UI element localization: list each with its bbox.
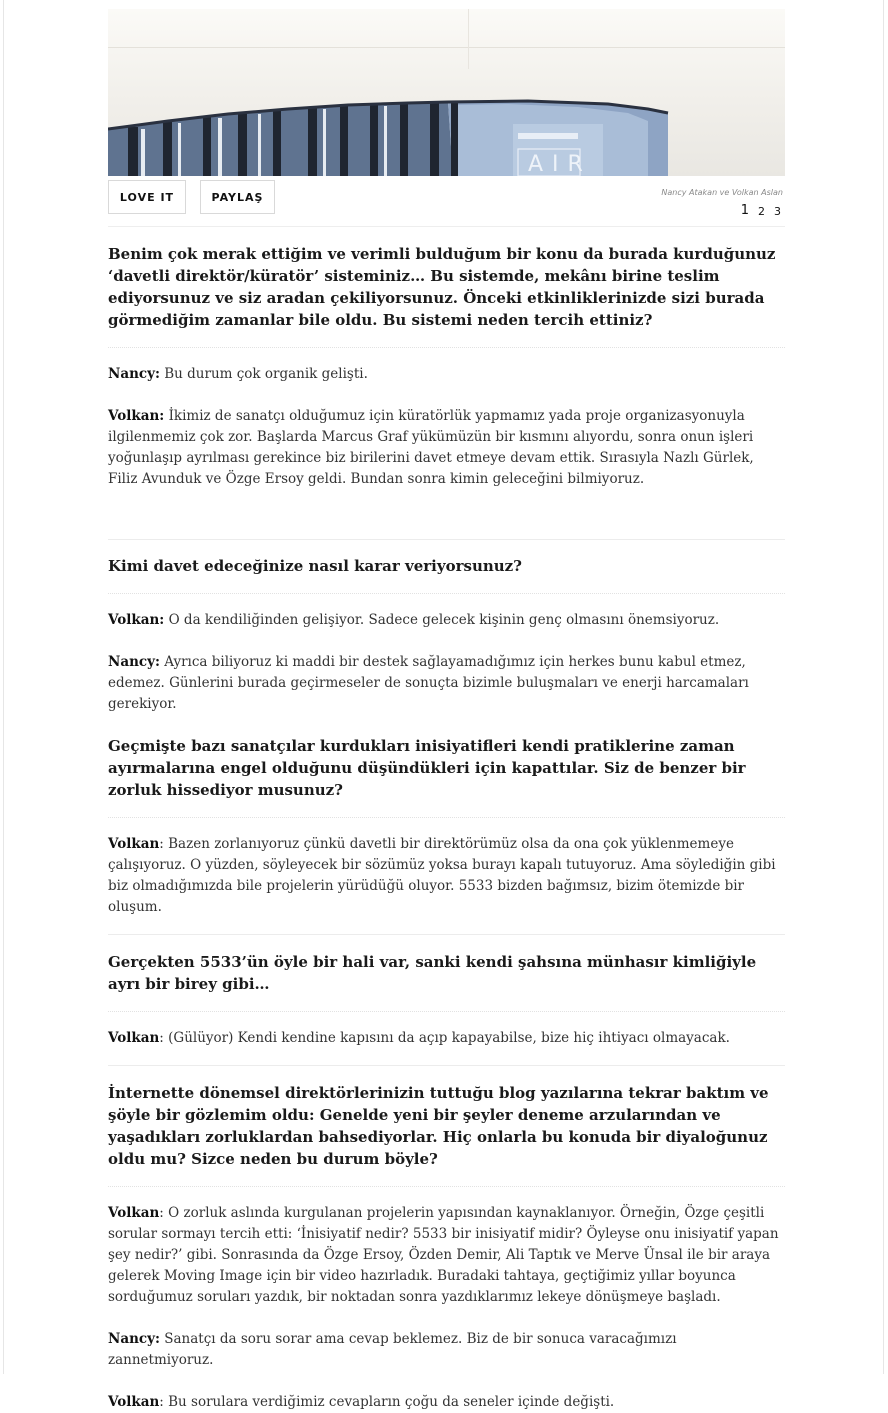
speaker-name: Nancy:	[108, 654, 160, 670]
answer-text: : O zorluk aslında kurgulanan projelerin yapısından kaynaklanıyor. Örneğin, Özge çeşitli sorular sormayı tercih etti: ‘İnisiyatif nedir? 5533 bir inisiyatif midir? Öyleyse onu inisiyatif yapan şey nedir?’ gibi. Sonrasında da Özge Ersoy, Özden Demir, Ali Taptık ve Merve Ünsal ile bir araya gelerek Moving Image için bir video hazırladık. Buradaki tahtaya, geçtiğimiz yıllar boyunca sorduğumuz soruları yazdık, bir noktadan sonra yazdıklarımız lekeye dönüşmeye başladı.	[108, 1205, 779, 1305]
action-bar	[108, 180, 785, 226]
speaker-name: Volkan	[108, 1205, 160, 1221]
question: Kimi davet edeceğinize nasıl karar veriyorsunuz?	[108, 557, 522, 575]
answer-paragraph	[108, 1028, 785, 1049]
article-content	[108, 0, 785, 1413]
photo-caption: Nancy Atakan ve Volkan Aslan	[661, 188, 783, 197]
answer-text: : (Gülüyor) Kendi kendine kapısını da açıp kapayabilse, bize hiç ihtiyacı olmayacak.	[159, 1030, 730, 1046]
speaker-name: Volkan	[108, 1030, 160, 1046]
answer-paragraph	[108, 1329, 785, 1371]
answer-paragraph	[108, 652, 785, 715]
answer-text: Sanatçı da soru sorar ama cevap beklemez. Biz de bir sonuca varacağımızı zannetmiyoruz.	[108, 1331, 677, 1368]
answer-paragraph	[108, 610, 785, 631]
speaker-name: Volkan	[108, 1394, 160, 1410]
answer-text: O da kendiliğinden gelişiyor. Sadece gelecek kişinin genç olmasını önemsiyoruz.	[164, 612, 720, 628]
book-cover-text: AIR	[528, 152, 592, 176]
pager-item-2[interactable]: 2	[758, 205, 765, 218]
page-frame	[3, 0, 884, 1410]
answer-text: : Bu sorulara verdiğimiz cevapların çoğu da seneler içinde değişti.	[159, 1394, 615, 1410]
speaker-name: Volkan	[108, 836, 160, 852]
answer-paragraph	[108, 364, 785, 385]
hero-photo	[108, 9, 785, 176]
books-illustration	[108, 9, 785, 176]
question: Gerçekten 5533’ün öyle bir hali var, sanki kendi şahsına münhasır kimliğiyle ayrı bir birey gibi…	[108, 953, 757, 993]
pager-item-3[interactable]: 3	[774, 205, 781, 218]
answer-paragraph	[108, 834, 785, 918]
question: İnternette dönemsel direktörlerinizin tuttuğu blog yazılarına tekrar baktım ve şöyle bir gözlemim oldu: Genelde yeni bir şeyler deneme arzularından ve yaşadıkları zorluklardan bahsediyorlar. Hiç onlarla bu konuda bir diyaloğunuz oldu mu? Sizce neden bu durum böyle?	[108, 1084, 769, 1168]
answer-text: : Bazen zorlanıyoruz çünkü davetli bir direktörümüz olsa da ona çok yüklenmemeye çalışıyoruz. O yüzden, söyleyecek bir sözümüz yoksa burayı kapalı tutuyoruz. Ama söylediğin gibi biz olmadığımızda bile projelerin yürüdüğü oluyor. 5533 bizden bağımsız, bizim ötemizde bir oluşum.	[108, 836, 776, 915]
answer-paragraph	[108, 1203, 785, 1308]
speaker-name: Volkan:	[108, 408, 165, 424]
speaker-name: Volkan:	[108, 612, 165, 628]
share-button[interactable]: PAYLAŞ	[200, 180, 275, 214]
answer-text: Ayrıca biliyoruz ki maddi bir destek sağlayamadığımız için herkes bunu kabul etmez, edemez. Günlerini burada geçirmeseler de sonuçta bizimle buluşmaları ve enerji harcamaları gerekiyor.	[108, 654, 749, 712]
question: Geçmişte bazı sanatçılar kurdukları inisiyatifleri kendi pratiklerine zaman ayırmalarına engel olduğunu düşündükleri için kapattılar. Siz de benzer bir zorluk hissediyor musunuz?	[108, 737, 746, 799]
image-pager	[741, 205, 781, 220]
answer-text: İkimiz de sanatçı olduğumuz için küratörlük yapmamız yada proje organizasyonuyla ilgilenmemiz çok zor. Başlarda Marcus Graf yükümüzün bir kısmını alıyordu, sonra onun işleri yoğunlaşıp ayrılması gerekince biz birilerini davet etmeye devam ettik. Sırasıyla Nazlı Gürlek, Filiz Avunduk ve Özge Ersoy geldi. Bundan sonra kimin geleceğini bilmiyoruz.	[108, 408, 754, 487]
answer-paragraph	[108, 406, 785, 490]
speaker-name: Nancy:	[108, 1331, 160, 1347]
speaker-name: Nancy:	[108, 366, 160, 382]
love-it-button[interactable]: LOVE IT	[108, 180, 186, 214]
pager-item-1[interactable]: 1	[740, 203, 749, 218]
answer-paragraph	[108, 1392, 785, 1413]
question: Benim çok merak ettiğim ve verimli bulduğum bir konu da burada kurduğunuz ‘davetli direktör/küratör’ sisteminiz… Bu sistemde, mekânı birine teslim ediyorsunuz ve siz aradan çekiliyorsunuz. Önceki etkinliklerinizde sizi burada görmediğim zamanlar bile oldu. Bu sistemi neden tercih ettiniz?	[108, 245, 776, 329]
answer-text: Bu durum çok organik gelişti.	[159, 366, 368, 382]
